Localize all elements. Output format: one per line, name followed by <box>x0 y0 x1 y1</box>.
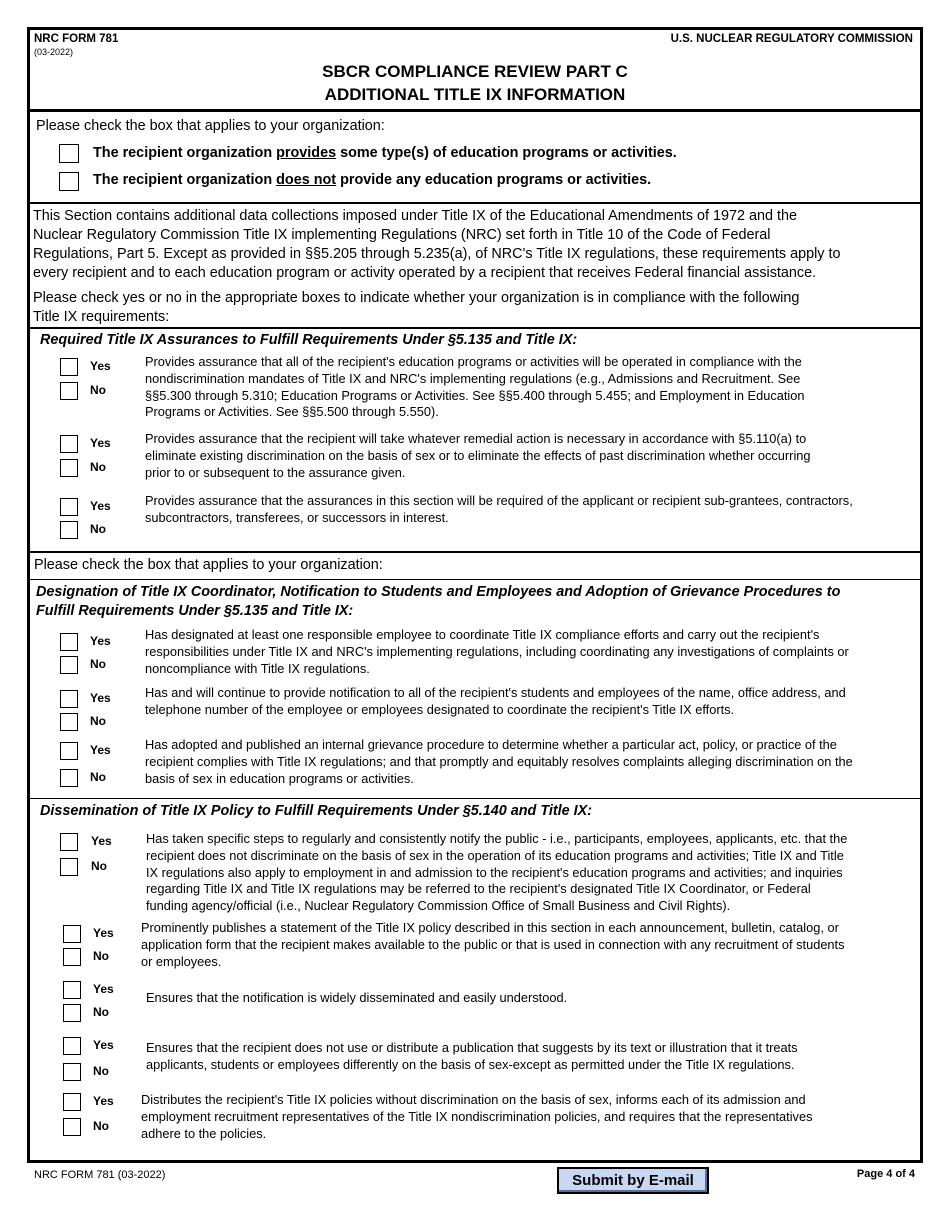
dissemination-3-text: Ensures that the notification is widely disseminated and easily understood. <box>146 990 568 1005</box>
divider <box>30 579 920 580</box>
dissemination-4-yes-checkbox[interactable] <box>63 1037 81 1055</box>
no-label: No <box>93 1119 109 1133</box>
yes-label: Yes <box>90 634 111 648</box>
assurance-3-no-checkbox[interactable] <box>60 521 78 539</box>
provides-option-label: The recipient organization provides some type(s) of education programs or activities. <box>93 145 677 161</box>
coordinator-3-no-checkbox[interactable] <box>60 769 78 787</box>
dissemination-3-no-checkbox[interactable] <box>63 1004 81 1022</box>
no-label: No <box>90 714 106 728</box>
yes-label: Yes <box>90 359 111 373</box>
dissemination-1-no-checkbox[interactable] <box>60 858 78 876</box>
does-not-provide-checkbox[interactable] <box>59 172 79 191</box>
divider <box>30 551 920 553</box>
yes-label: Yes <box>90 691 111 705</box>
dissemination-4-text: Ensures that the recipient does not use or distribute a publication that suggests by its text or illustration that it treats applicants, students or employees differently on the basis of sex-except as permitted under the Title IX regulations. <box>146 1040 798 1072</box>
footer-form-ref: NRC FORM 781 (03-2022) <box>34 1169 166 1181</box>
coordinator-1-text: Has designated at least one responsible employee to coordinate Title IX compliance efforts and carry out the recipient's responsibilities under Title IX and NRC's implementing regulations, including coordinating any investigations of complaints or noncompliance with Title IX regulations. <box>145 627 849 676</box>
agency-name: U.S. NUCLEAR REGULATORY COMMISSION <box>670 33 913 45</box>
assurance-3-yes-checkbox[interactable] <box>60 498 78 516</box>
form-subtitle: ADDITIONAL TITLE IX INFORMATION <box>324 85 626 104</box>
divider <box>30 109 920 112</box>
yes-label: Yes <box>90 743 111 757</box>
yes-label: Yes <box>90 436 111 450</box>
divider <box>30 327 920 329</box>
coordinator-1-yes-checkbox[interactable] <box>60 633 78 651</box>
coordinator-3-yes-checkbox[interactable] <box>60 742 78 760</box>
coordinator-3-text: Has adopted and published an internal grievance procedure to determine whether a particular act, policy, or practice of the recipient complies with Title IX regulations; and that promptly and equitably resolves complaints alleging discrimination on the basis of sex in education programs or activities. <box>145 737 853 786</box>
no-label: No <box>91 859 107 873</box>
coordinator-1-no-checkbox[interactable] <box>60 656 78 674</box>
no-label: No <box>93 1064 109 1078</box>
assurance-1-text: Provides assurance that all of the recipient's education programs or activities will be operated in compliance with the nondiscrimination mandates of Title IX and NRC's implementing regulations (e.g., Admissions and Recruitment. See §§5.300 through 5.310; Education Programs or Activities. See §§5.400 through 5.455; and Employment in Education Programs or Activities. See §§5.500 through 5.550). <box>145 354 805 420</box>
org-check-prompt: Please check the box that applies to your organization: <box>36 118 385 134</box>
no-label: No <box>90 383 106 397</box>
dissemination-4-no-checkbox[interactable] <box>63 1063 81 1081</box>
dissemination-2-yes-checkbox[interactable] <box>63 925 81 943</box>
dissemination-1-text: Has taken specific steps to regularly and consistently notify the public - i.e., participants, employees, applicants, etc. that the recipient does not discriminate on the basis of sex in the operation of its education programs and activities; Title IX and Title IX regulations also apply to employment in and admission to the recipient's education programs and activities; and inquiries regarding Title IX and Title IX regulations may be referred to the recipient's designated Title IX Coordinator, or Federal funding agency/official (i.e., Nuclear Regulatory Commission Office of Small Business and Civil Rights). <box>146 831 848 914</box>
divider <box>30 798 920 799</box>
yes-label: Yes <box>90 499 111 513</box>
does-not-provide-option-label: The recipient organization does not provide any education programs or activities. <box>93 172 652 188</box>
dissemination-3-yes-checkbox[interactable] <box>63 981 81 999</box>
dissemination-2-no-checkbox[interactable] <box>63 948 81 966</box>
no-label: No <box>90 657 106 671</box>
assurance-1-yes-checkbox[interactable] <box>60 358 78 376</box>
dissemination-1-yes-checkbox[interactable] <box>60 833 78 851</box>
yes-label: Yes <box>93 1094 114 1108</box>
assurance-2-yes-checkbox[interactable] <box>60 435 78 453</box>
no-label: No <box>90 460 106 474</box>
form-title: SBCR COMPLIANCE REVIEW PART C <box>322 62 628 81</box>
no-label: No <box>93 1005 109 1019</box>
yes-label: Yes <box>93 926 114 940</box>
assurance-2-no-checkbox[interactable] <box>60 459 78 477</box>
assurance-2-text: Provides assurance that the recipient will take whatever remedial action is necessary in accordance with §5.110(a) to eliminate existing discrimination on the basis of sex or to eliminate the effects of past discrimination whether occurring prior to or subsequent to the assurance given. <box>145 431 811 480</box>
intro-paragraph: This Section contains additional data collections imposed under Title IX of the Educational Amendments of 1972 and the Nuclear Regulatory Commission Title IX implementing Regulations (NRC) set forth in Title 10 of the Code of Federal Regulations, Part 5. Except as provided in §§5.205 through 5.235(a), of NRC's Title IX regulations, these requirements apply to every recipient and to each education program or activity operated by a recipient that receives Federal financial assistance. <box>33 208 841 281</box>
dissemination-5-text: Distributes the recipient's Title IX policies without discrimination on the basis of sex, informs each of its admission and employment recruitment representatives of the Title IX nondiscrimination policies, and requires that the representatives adhere to the policies. <box>141 1092 813 1141</box>
coordinator-2-no-checkbox[interactable] <box>60 713 78 731</box>
divider <box>30 202 920 204</box>
yes-label: Yes <box>93 1038 114 1052</box>
dissemination-5-yes-checkbox[interactable] <box>63 1093 81 1111</box>
form-number: NRC FORM 781 <box>34 33 119 45</box>
section-heading-assurances: Required Title IX Assurances to Fulfill Requirements Under §5.135 and Title IX: <box>40 332 578 348</box>
coordinator-2-yes-checkbox[interactable] <box>60 690 78 708</box>
submit-email-button[interactable]: Submit by E-mail <box>557 1167 709 1194</box>
instructions-paragraph: Please check yes or no in the appropriate boxes to indicate whether your organization is in compliance with the following Title IX requirements: <box>33 290 800 325</box>
assurance-1-no-checkbox[interactable] <box>60 382 78 400</box>
no-label: No <box>90 770 106 784</box>
assurance-3-text: Provides assurance that the assurances in this section will be required of the applicant or recipient sub-grantees, contractors, subcontractors, transferees, or successors in interest. <box>145 493 853 525</box>
provides-checkbox[interactable] <box>59 144 79 163</box>
section-heading-dissemination: Dissemination of Title IX Policy to Fulfill Requirements Under §5.140 and Title IX: <box>40 803 593 819</box>
dissemination-2-text: Prominently publishes a statement of the Title IX policy described in this section in each announcement, bulletin, catalog, or application form that the recipient makes available to the public or that is used in connection with any recruitment of students or employees. <box>141 920 845 969</box>
coordinator-2-text: Has and will continue to provide notification to all of the recipient's students and employees of the name, office address, and telephone number of the employee or employees designated to coordinate the recipient's Title IX efforts. <box>145 685 846 717</box>
yes-label: Yes <box>91 834 112 848</box>
section-heading-coordinator: Designation of Title IX Coordinator, Notification to Students and Employees and Adoption of Grievance Procedures to Fulfill Requirements Under §5.135 and Title IX: <box>36 584 841 619</box>
page-number: Page 4 of 4 <box>856 1168 915 1180</box>
dissemination-5-no-checkbox[interactable] <box>63 1118 81 1136</box>
yes-label: Yes <box>93 982 114 996</box>
form-date: (03-2022) <box>34 47 74 57</box>
form-id <box>34 33 118 59</box>
no-label: No <box>93 949 109 963</box>
no-label: No <box>90 522 106 536</box>
section2-prompt: Please check the box that applies to your organization: <box>34 557 383 573</box>
